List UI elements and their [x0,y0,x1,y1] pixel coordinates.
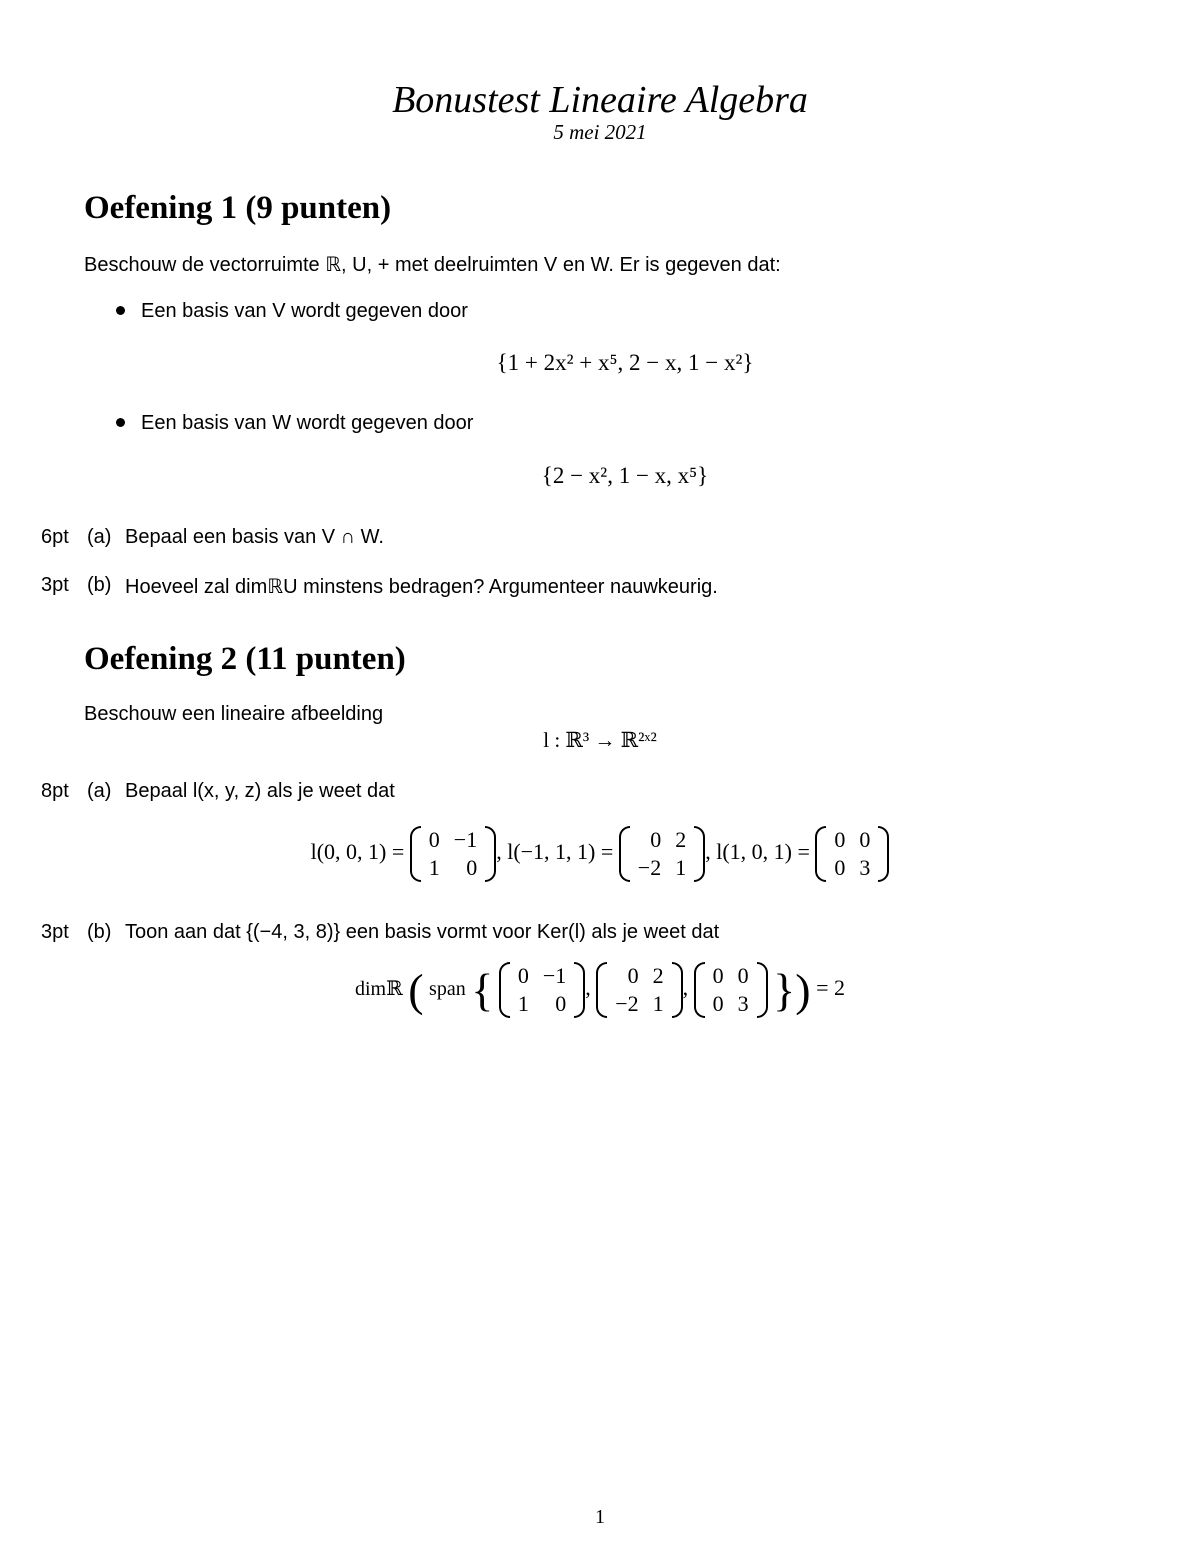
ex2-qa-text: Bepaal l(x, y, z) als je weet dat [125,780,395,802]
span-matrix-1: 0 −1 1 0 [499,962,585,1018]
paren-close: ) [795,964,811,1016]
brace-open: { [471,964,494,1016]
bullet-icon [116,306,125,315]
ex1-qa-label: (a) [87,526,112,548]
matrix-2: 0 2 −2 1 [619,826,705,882]
ex2-map: l : ℝ³ → ℝ²ˣ² [543,728,657,752]
brace-close: } [773,964,796,1016]
ex1-heading: Oefening 1 (9 punten) [84,190,392,226]
ex2-dim-equation: dimℝ ( span { 0 −1 1 0 , 0 2 −2 1 , 0 0 0 3 }) = 2 [354,963,845,1016]
bullet-icon [116,418,125,427]
ex2-qa-label: (a) [87,780,112,802]
span-matrix-2: 0 2 −2 1 [596,962,682,1018]
span-matrix-3: 0 0 0 3 [694,962,768,1018]
ex2-qb-points: 3pt [41,921,69,943]
ex1-qa-points: 6pt [41,526,69,548]
ex2-qb-label: (b) [87,921,112,943]
ex2-intro: Beschouw een lineaire afbeelding [84,703,384,725]
dim-label: dimℝ [354,978,403,1001]
eq-lhs3: , l(1, 0, 1) = [705,839,810,865]
ex2-qb-text: Toon aan dat {(−4, 3, 8)} een basis vormt voor Ker(l) als je weet dat [125,921,720,943]
matrix-1: 0 −1 1 0 [410,826,496,882]
doc-date: 5 mei 2021 [553,120,647,144]
paren-open: ( [408,964,424,1016]
ex1-bullet2 [116,412,473,435]
doc-title: Bonustest Lineaire Algebra [392,79,808,121]
ex1-qa-text: Bepaal een basis van V ∩ W. [125,526,384,548]
eq-lhs1: l(0, 0, 1) = [310,839,405,865]
ex1-intro: Beschouw de vectorruimte ℝ, U, + met deelruimten V en W. Er is gegeven dat: [84,254,781,276]
span-label: span [429,978,466,1001]
ex1-bullet1-text: Een basis van V wordt gegeven door [141,300,468,322]
ex2-equation [0,826,1200,882]
ex1-qb-label: (b) [87,574,112,596]
ex2-heading: Oefening 2 (11 punten) [84,641,406,677]
page-number: 1 [595,1506,605,1528]
ex1-basis-w: {2 − x², 1 − x, x⁵} [541,463,709,488]
ex1-basis-v: {1 + 2x² + x⁵, 2 − x, 1 − x²} [496,350,754,375]
eq-lhs2: , l(−1, 1, 1) = [496,839,614,865]
ex1-bullet2-text: Een basis van W wordt gegeven door [141,412,474,434]
ex1-qb-points: 3pt [41,574,69,596]
ex1-bullet1 [116,300,468,323]
ex1-qb-text: Hoeveel zal dimℝU minstens bedragen? Argumenteer nauwkeurig. [125,576,718,598]
dim-result: = 2 [816,975,845,1001]
matrix-3: 0 0 0 3 [815,826,889,882]
ex2-qa-points: 8pt [41,780,69,802]
